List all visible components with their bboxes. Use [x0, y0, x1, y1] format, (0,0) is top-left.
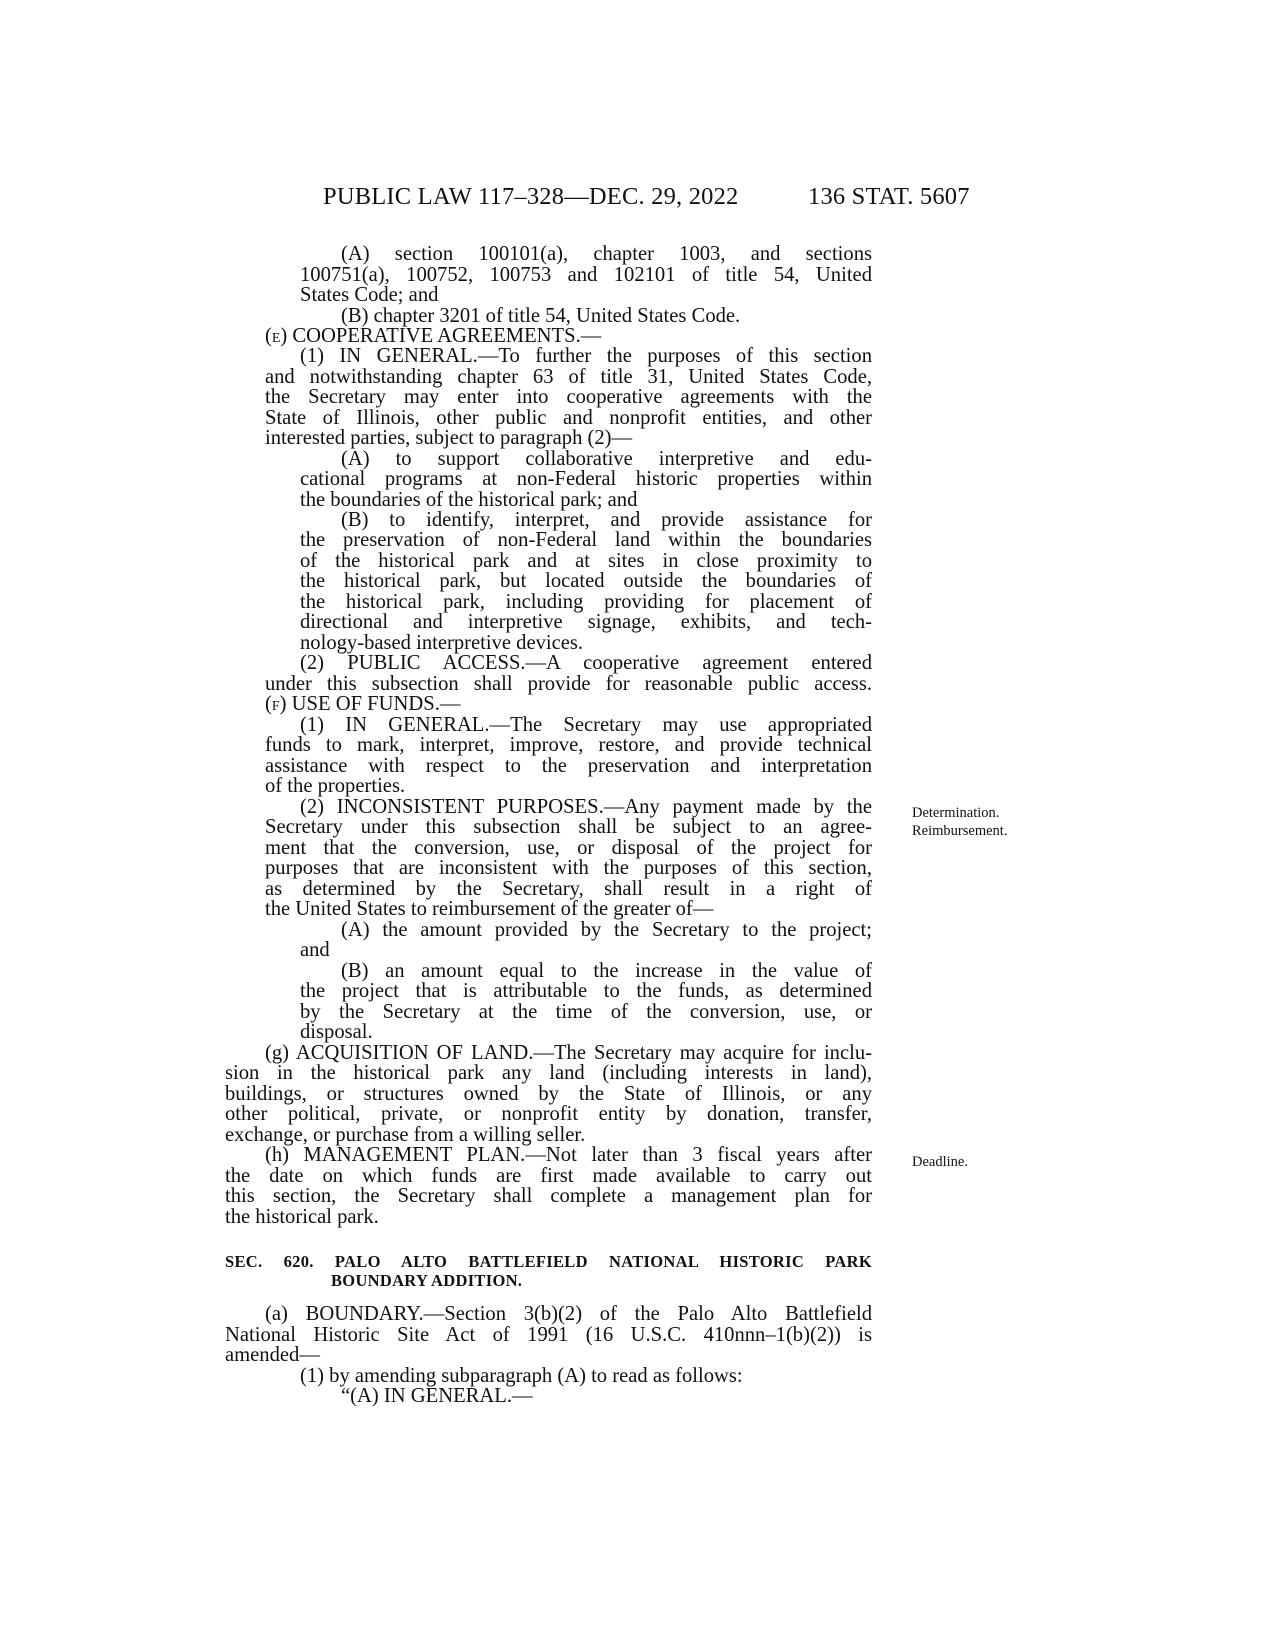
- text-line: assistance with respect to the preservation and interpretation: [265, 755, 872, 777]
- text-line: this section, the Secretary shall complete a management plan for: [225, 1185, 872, 1207]
- text-line: disposal.: [300, 1021, 373, 1043]
- margin-note-determination: Determination.: [912, 805, 1000, 821]
- text-line: the preservation of non-Federal land within the boundaries: [300, 529, 872, 551]
- text-line: the historical park.: [225, 1206, 379, 1228]
- text-line: the date on which funds are first made available to carry out: [225, 1165, 872, 1187]
- text-line: exchange, or purchase from a willing seller.: [225, 1124, 586, 1146]
- text-line: cational programs at non-Federal historic properties within: [300, 468, 872, 490]
- running-header-stat-page: 136 STAT. 5607: [808, 183, 970, 210]
- text-line: (1) IN GENERAL.—The Secretary may use appropriated: [300, 714, 872, 736]
- text-line: (A) the amount provided by the Secretary to the project;: [341, 919, 872, 941]
- text-line: buildings, or structures owned by the State of Illinois, or any: [225, 1083, 872, 1105]
- text-line: the project that is attributable to the funds, as determined: [300, 980, 872, 1002]
- text-line: (a) BOUNDARY.—Section 3(b)(2) of the Palo Alto Battlefield: [265, 1303, 872, 1325]
- text-line: (A) section 100101(a), chapter 1003, and sections: [341, 243, 872, 265]
- text-line: (B) an amount equal to the increase in the value of: [341, 960, 872, 982]
- text-line: (g) ACQUISITION OF LAND.—The Secretary may acquire for inclu-: [265, 1042, 872, 1064]
- text-line: funds to mark, interpret, improve, restore, and provide technical: [265, 734, 872, 756]
- text-line: (A) to support collaborative interpretive and edu-: [341, 448, 872, 470]
- text-line: (1) IN GENERAL.—To further the purposes of this section: [300, 345, 872, 367]
- text-line: (2) PUBLIC ACCESS.—A cooperative agreement entered: [300, 652, 872, 674]
- subsection-heading: (e) COOPERATIVE AGREEMENTS.—: [265, 325, 602, 347]
- text-line: 100751(a), 100752, 100753 and 102101 of title 54, United: [300, 264, 872, 286]
- text-line: and notwithstanding chapter 63 of title 31, United States Code,: [265, 366, 872, 388]
- text-line: States Code; and: [300, 284, 439, 306]
- text-line: nology-based interpretive devices.: [300, 632, 584, 654]
- running-header-title: PUBLIC LAW 117–328—DEC. 29, 2022: [323, 183, 739, 210]
- text-line: of the properties.: [265, 775, 406, 797]
- text-line: “(A) IN GENERAL.—: [341, 1385, 533, 1407]
- text-line: State of Illinois, other public and nonprofit entities, and other: [265, 407, 872, 429]
- text-line: purposes that are inconsistent with the purposes of this section,: [265, 857, 872, 879]
- text-line: (1) by amending subparagraph (A) to read as follows:: [300, 1365, 743, 1387]
- text-line: the historical park, including providing for placement of: [300, 591, 872, 613]
- section-heading-line1: SEC. 620. PALO ALTO BATTLEFIELD NATIONAL HISTORIC PARK: [225, 1252, 872, 1271]
- text-line: Secretary under this subsection shall be subject to an agree-: [265, 816, 872, 838]
- text-line: (B) to identify, interpret, and provide assistance for: [341, 509, 872, 531]
- text-line: sion in the historical park any land (including interests in land),: [225, 1062, 872, 1084]
- text-line: ment that the conversion, use, or disposal of the project for: [265, 837, 872, 859]
- subsection-heading: (f) USE OF FUNDS.—: [265, 693, 461, 715]
- text-line: under this subsection shall provide for reasonable public access.: [265, 673, 872, 695]
- text-line: (2) INCONSISTENT PURPOSES.—Any payment made by the: [300, 796, 872, 818]
- text-line: other political, private, or nonprofit entity by donation, transfer,: [225, 1103, 872, 1125]
- text-line: and: [300, 939, 330, 961]
- text-line: as determined by the Secretary, shall result in a right of: [265, 878, 872, 900]
- margin-note-reimbursement: Reimbursement.: [912, 823, 1008, 839]
- text-line: the historical park, but located outside the boundaries of: [300, 570, 872, 592]
- text-line: (B) chapter 3201 of title 54, United States Code.: [341, 305, 741, 327]
- text-line: by the Secretary at the time of the conversion, use, or: [300, 1001, 872, 1023]
- text-line: interested parties, subject to paragraph (2)—: [265, 427, 633, 449]
- text-line: (h) MANAGEMENT PLAN.—Not later than 3 fiscal years after: [265, 1144, 872, 1166]
- margin-note-deadline: Deadline.: [912, 1154, 968, 1170]
- text-line: amended—: [225, 1344, 320, 1366]
- text-line: the United States to reimbursement of the greater of—: [265, 898, 714, 920]
- text-line: the boundaries of the historical park; and: [300, 489, 638, 511]
- section-heading-line2: BOUNDARY ADDITION.: [331, 1271, 523, 1290]
- text-line: National Historic Site Act of 1991 (16 U.S.C. 410nnn–1(b)(2)) is: [225, 1324, 872, 1346]
- text-line: directional and interpretive signage, exhibits, and tech-: [300, 611, 872, 633]
- text-line: of the historical park and at sites in close proximity to: [300, 550, 872, 572]
- text-line: the Secretary may enter into cooperative agreements with the: [265, 386, 872, 408]
